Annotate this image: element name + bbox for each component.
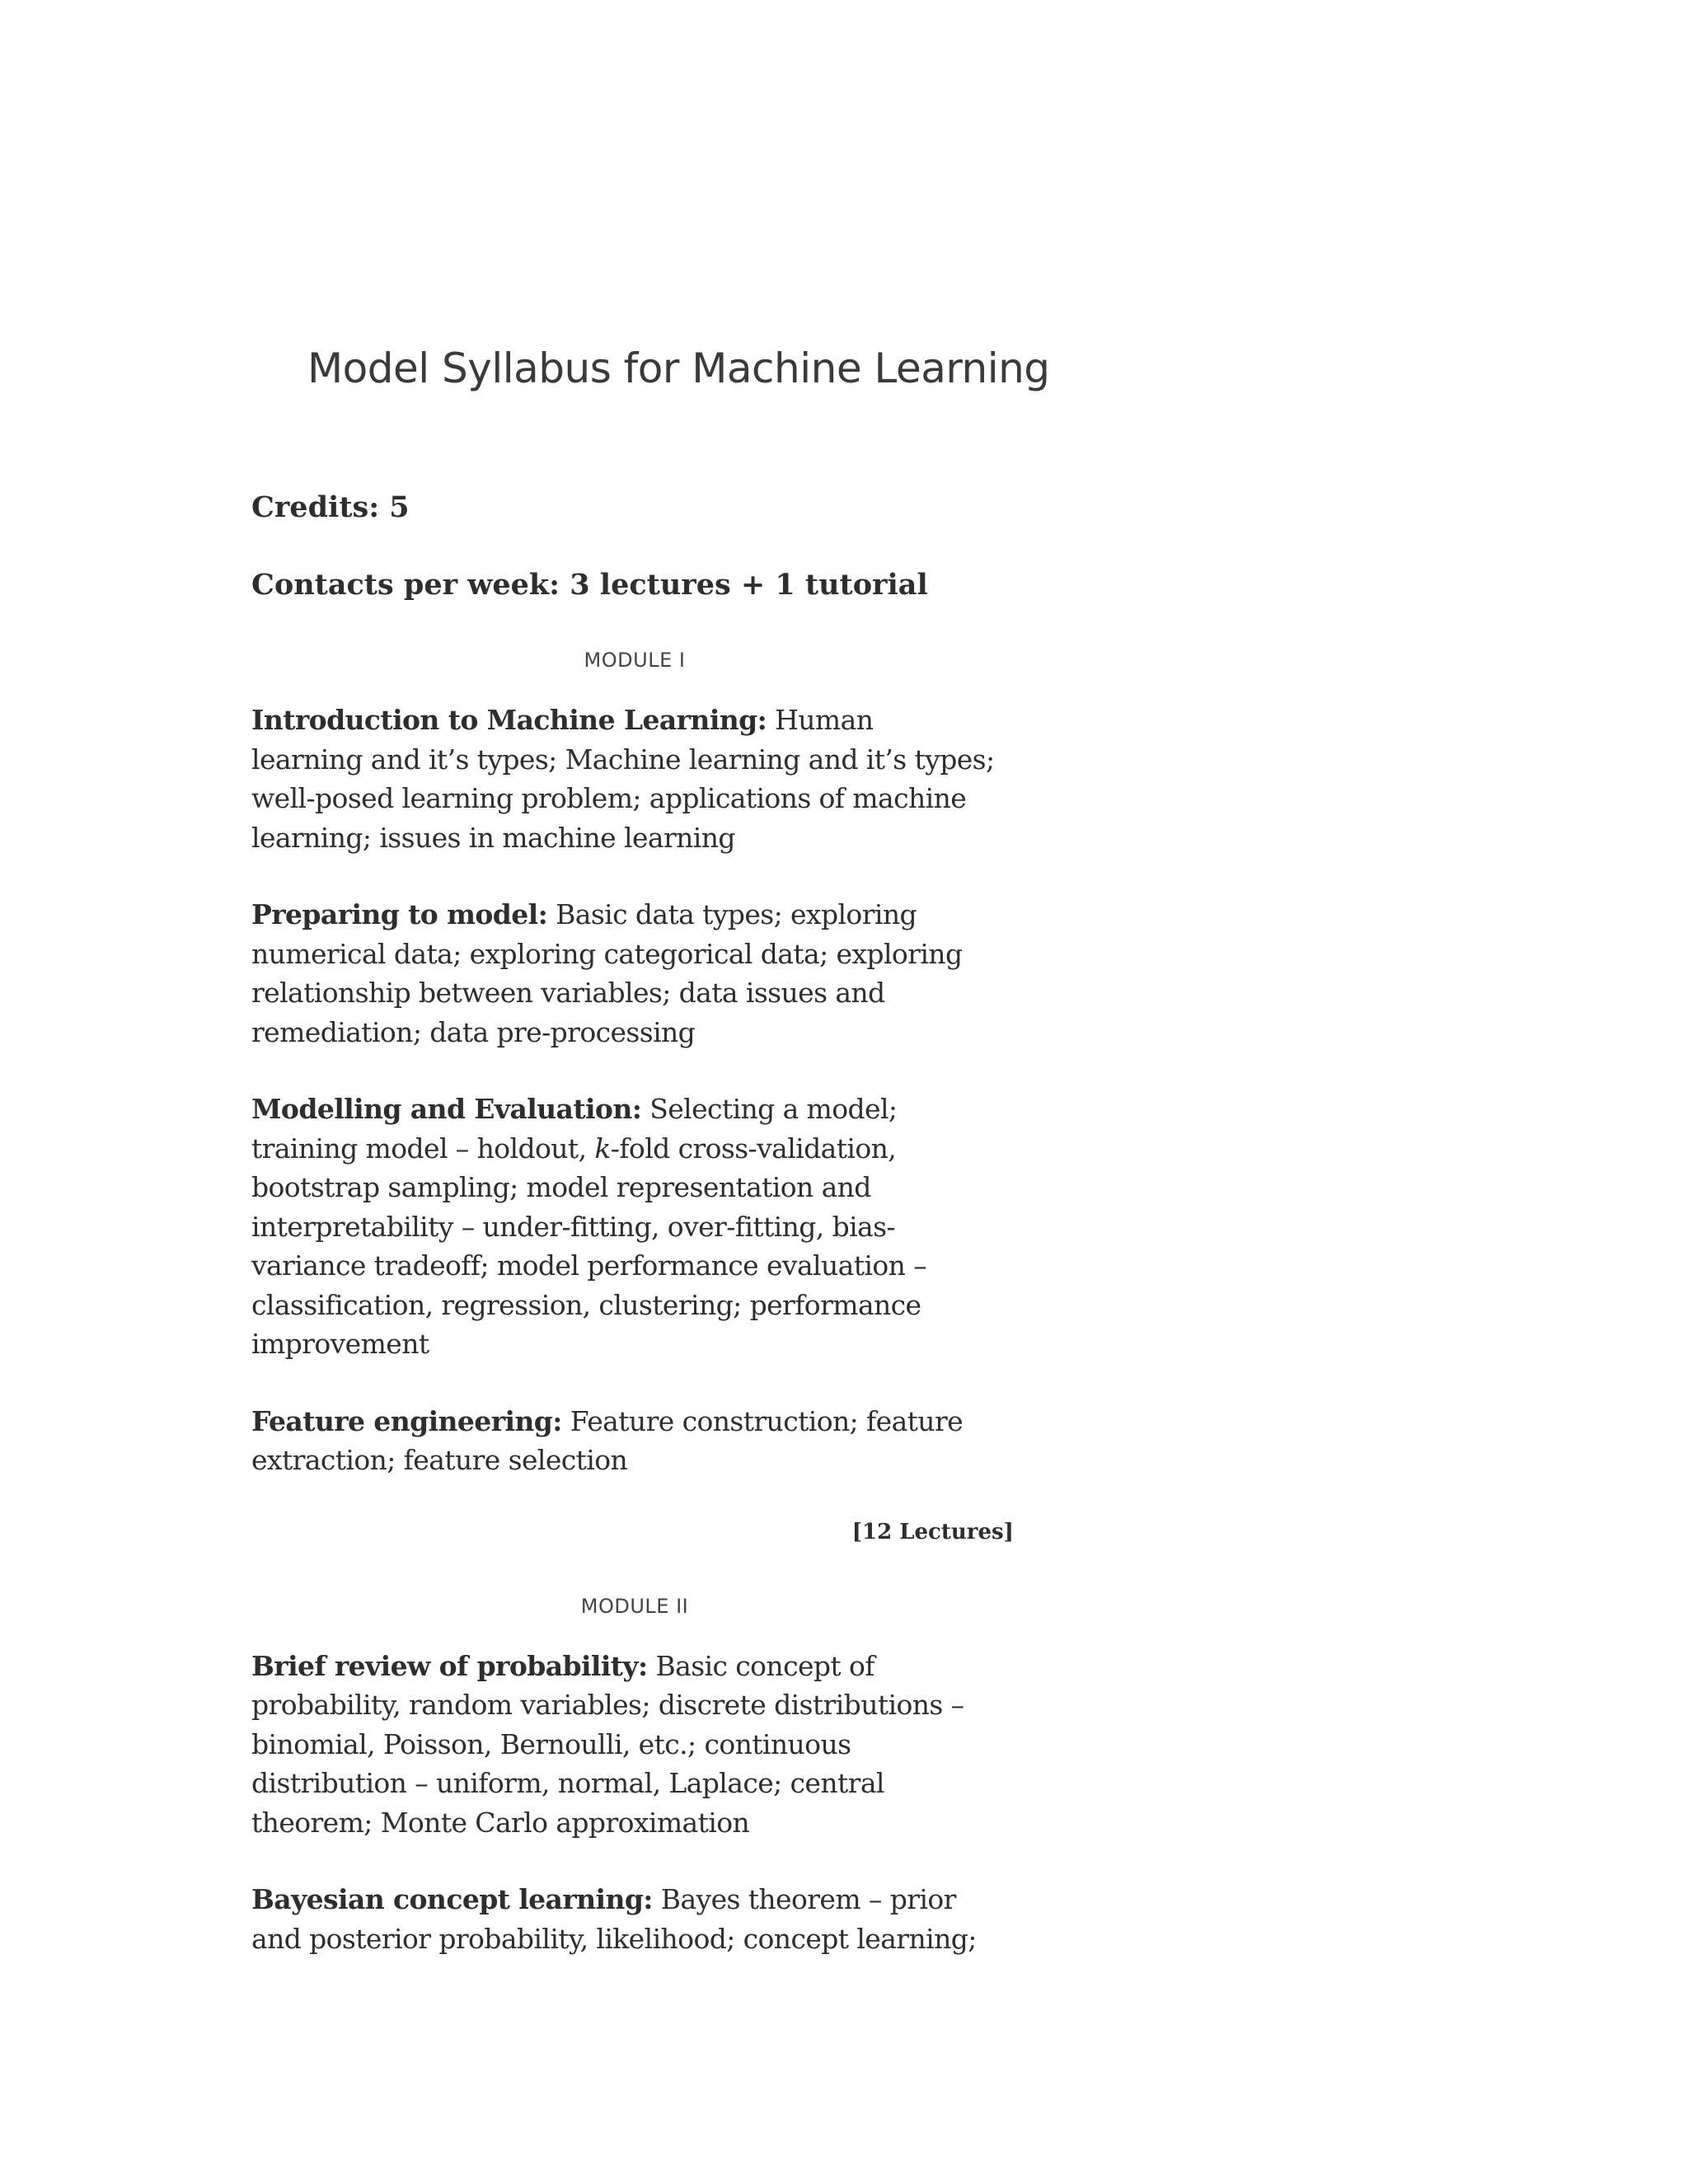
- topic-text: Feature construction; feature: [561, 1404, 964, 1437]
- module-1-heading: MODULE I: [584, 649, 686, 672]
- topic-line: [251, 1129, 1018, 1169]
- topic-probability-review: [251, 1647, 1018, 1843]
- topic-line: bootstrap sampling; model representation and: [251, 1171, 871, 1203]
- topic-heading: Bayesian concept learning:: [251, 1883, 653, 1915]
- topic-text: Basic concept of: [647, 1649, 874, 1682]
- topic-line: classification, regression, clustering; performance: [251, 1288, 921, 1321]
- topic-text: Basic data types; exploring: [547, 898, 917, 930]
- module-2-heading: MODULE II: [580, 1594, 689, 1618]
- topic-line: extraction; feature selection: [251, 1444, 628, 1476]
- topic-line: variance tradeoff; model performance evaluation –: [251, 1249, 927, 1282]
- topic-text: Human: [767, 704, 874, 736]
- topic-line: distribution – uniform, normal, Laplace; central: [251, 1767, 884, 1799]
- syllabus-content: [251, 488, 1018, 1958]
- topic-heading: Introduction to Machine Learning:: [251, 704, 767, 736]
- contacts-line: Contacts per week: 3 lectures + 1 tutorial: [251, 568, 928, 602]
- topic-line: numerical data; exploring categorical data; exploring: [251, 937, 963, 970]
- topic-line: and posterior probability, likelihood; concept learning;: [251, 1922, 977, 1955]
- topic-preparing-model: [251, 895, 1018, 1052]
- module-1-lectures: [12 Lectures]: [851, 1519, 1014, 1544]
- topic-line: learning and it’s types; Machine learning and it’s types;: [251, 743, 995, 776]
- topic-text: Selecting a model;: [641, 1093, 898, 1125]
- topic-modelling-evaluation: [251, 1090, 1018, 1364]
- topic-line: [251, 1402, 1018, 1441]
- topic-line: binomial, Poisson, Bernoulli, etc.; continuous: [251, 1727, 851, 1760]
- topic-line: relationship between variables; data issues and: [251, 977, 885, 1009]
- topic-line: learning; issues in machine learning: [251, 821, 735, 854]
- topic-line: remediation; data pre-processing: [251, 1015, 696, 1048]
- italic-k: k: [594, 1132, 611, 1165]
- topic-line: [251, 1647, 1018, 1686]
- page-title: Model Syllabus for Machine Learning: [307, 344, 1050, 392]
- topic-feature-engineering: [251, 1402, 1018, 1480]
- topic-line: probability, random variables; discrete distributions –: [251, 1689, 964, 1721]
- topic-line: [251, 701, 1018, 740]
- topic-heading: Brief review of probability:: [251, 1649, 648, 1682]
- topic-text: -fold cross-validation,: [610, 1132, 897, 1165]
- credits-line: Credits: 5: [251, 490, 410, 524]
- topic-heading: Feature engineering:: [251, 1404, 562, 1437]
- topic-text: Bayes theorem – prior: [652, 1883, 956, 1915]
- topic-line: [251, 1090, 1018, 1129]
- topic-line: theorem; Monte Carlo approximation: [251, 1806, 750, 1839]
- topic-heading: Preparing to model:: [251, 898, 548, 930]
- topic-line: well-posed learning problem; applications of machine: [251, 782, 967, 814]
- topic-intro-ml: [251, 701, 1018, 857]
- topic-line: interpretability – under-fitting, over-fitting, bias-: [251, 1210, 896, 1243]
- topic-line: improvement: [251, 1328, 429, 1360]
- topic-bayesian-concept-learning: [251, 1880, 1018, 1958]
- topic-line: [251, 1880, 1018, 1919]
- topic-line: [251, 895, 1018, 935]
- topic-text: training model – holdout,: [251, 1132, 595, 1165]
- topic-heading: Modelling and Evaluation:: [251, 1093, 642, 1125]
